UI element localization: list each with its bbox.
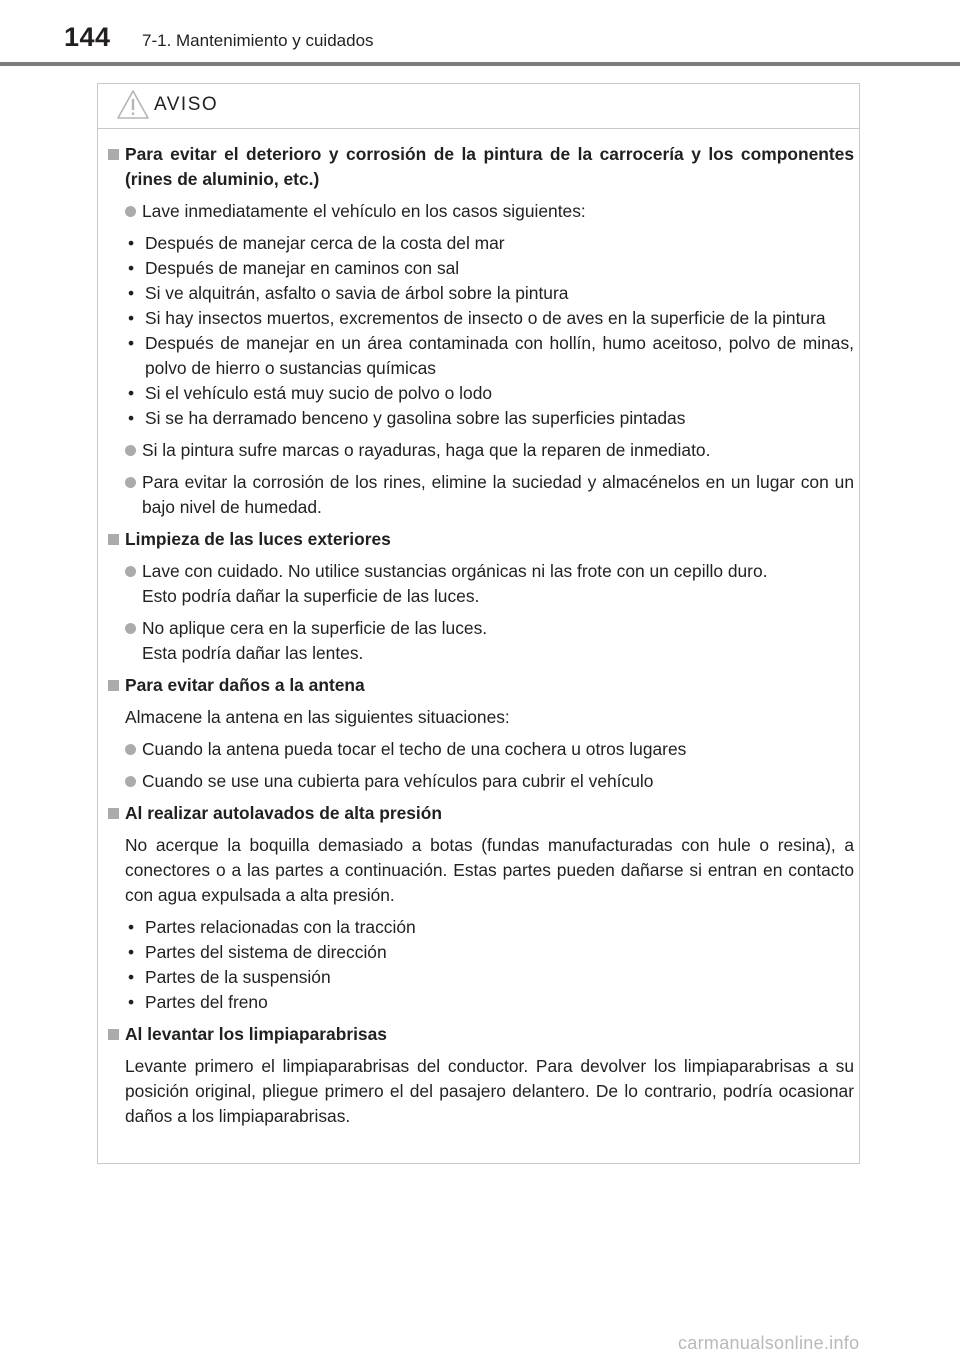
dot-bullet-icon: • — [128, 383, 135, 403]
list-item: Si la pintura sufre marcas o rayaduras, haga que la reparen de inmediato. — [108, 438, 854, 463]
dot-bullet-icon: • — [128, 258, 135, 278]
circle-bullet-icon — [125, 445, 136, 456]
dot-bullet-icon: • — [128, 233, 135, 253]
list-item: Cuando se use una cubierta para vehículos para cubrir el vehículo — [108, 769, 854, 794]
section-heading: Limpieza de las luces exteriores — [108, 527, 854, 552]
sub-list — [108, 915, 854, 1015]
square-bullet-icon — [108, 534, 119, 545]
list-item: No aplique cera en la superficie de las luces. Esta podría dañar las lentes. — [108, 616, 854, 666]
circle-bullet-icon — [125, 566, 136, 577]
square-bullet-icon — [108, 808, 119, 819]
dot-bullet-icon: • — [128, 917, 135, 937]
paragraph: No acerque la boquilla demasiado a botas (fundas manufacturadas con hule o resina), a conectores o a las partes a continuación. Estas partes pueden dañarse si entran en contacto con agua expulsada a alta presión. — [125, 835, 854, 905]
square-bullet-icon — [108, 680, 119, 691]
sub-list-item: • Partes de la suspensión — [125, 965, 854, 990]
paragraph: Almacene la antena en las siguientes situaciones: — [125, 707, 510, 727]
section-heading: Para evitar el deterioro y corrosión de la pintura de la carrocería y los componentes (rines de aluminio, etc.) — [108, 142, 854, 192]
section-title: 7-1. Mantenimiento y cuidados — [142, 31, 374, 50]
circle-bullet-icon — [125, 623, 136, 634]
list-item: Lave con cuidado. No utilice sustancias orgánicas ni las frote con un cepillo duro. Esto podría dañar la superficie de las luces. — [108, 559, 854, 609]
sub-list-item: • Después de manejar en caminos con sal — [125, 256, 854, 281]
notice-content — [108, 142, 854, 1136]
dot-bullet-icon: • — [128, 408, 135, 428]
header-rule — [0, 62, 960, 66]
circle-bullet-icon — [125, 477, 136, 488]
square-bullet-icon — [108, 149, 119, 160]
sub-list — [108, 231, 854, 431]
sub-list-item: • Después de manejar cerca de la costa del mar — [125, 231, 854, 256]
page-header — [0, 0, 960, 70]
sub-list-item: • Partes del freno — [125, 990, 854, 1015]
list-item: Para evitar la corrosión de los rines, elimine la suciedad y almacénelos en un lugar con un bajo nivel de humedad. — [108, 470, 854, 520]
dot-bullet-icon: • — [128, 333, 135, 353]
dot-bullet-icon: • — [128, 967, 135, 987]
section-heading: Al realizar autolavados de alta presión — [108, 801, 854, 826]
watermark: carmanualsonline.info — [678, 1333, 860, 1353]
dot-bullet-icon: • — [128, 942, 135, 962]
circle-bullet-icon — [125, 776, 136, 787]
circle-bullet-icon — [125, 744, 136, 755]
sub-list-item: • Si se ha derramado benceno y gasolina sobre las superficies pintadas — [125, 406, 854, 431]
sub-list-item: • Si ve alquitrán, asfalto o savia de árbol sobre la pintura — [125, 281, 854, 306]
paragraph: Levante primero el limpiaparabrisas del conductor. Para devolver los limpiaparabrisas a su posición original, pliegue primero el del pasajero delantero. De lo contrario, podría ocasionar daños a los limpiaparabrisas. — [125, 1056, 854, 1126]
sub-list-item: • Si hay insectos muertos, excrementos de insecto o de aves en la superficie de la pintura — [125, 306, 854, 331]
section-heading: Para evitar daños a la antena — [108, 673, 854, 698]
page-number: 144 — [64, 22, 111, 52]
list-item: Cuando la antena pueda tocar el techo de una cochera u otros lugares — [108, 737, 854, 762]
dot-bullet-icon: • — [128, 992, 135, 1012]
dot-bullet-icon: • — [128, 308, 135, 328]
section-heading: Al levantar los limpiaparabrisas — [108, 1022, 854, 1047]
notice-header — [98, 84, 859, 129]
square-bullet-icon — [108, 1029, 119, 1040]
notice-box — [97, 83, 860, 1164]
circle-bullet-icon — [125, 206, 136, 217]
sub-list-item: • Partes del sistema de dirección — [125, 940, 854, 965]
warning-triangle-icon — [116, 89, 150, 120]
sub-list-item: • Si el vehículo está muy sucio de polvo o lodo — [125, 381, 854, 406]
list-item: Lave inmediatamente el vehículo en los casos siguientes: — [108, 199, 854, 224]
dot-bullet-icon: • — [128, 283, 135, 303]
sub-list-item: • Después de manejar en un área contaminada con hollín, humo aceitoso, polvo de minas, polvo de hierro o sustancias químicas — [128, 333, 854, 378]
sub-list-item: • Partes relacionadas con la tracción — [125, 915, 854, 940]
notice-title: AVISO — [154, 94, 219, 115]
